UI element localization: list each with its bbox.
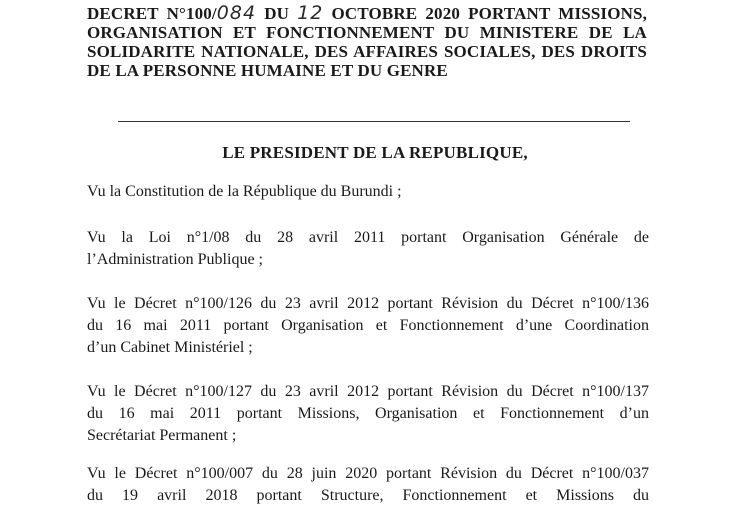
visa-line: du 19 avril 2018 portant Structure, Fonctionnement et Missions du bbox=[87, 487, 649, 504]
decree-number-prefix: DECRET N°100/ bbox=[87, 4, 217, 23]
visa-line: Vu la Loi n°1/08 du 28 avril 2011 portant Organisation Générale de bbox=[87, 229, 649, 246]
decree-title bbox=[87, 4, 647, 80]
visa-line: Secrétariat Permanent ; bbox=[87, 427, 237, 444]
decree-title-line-1-rest: OCTOBRE 2020 PORTANT MISSIONS, bbox=[331, 4, 648, 23]
visa-constitution bbox=[87, 181, 649, 203]
visa-line: Vu la Constitution de la République du Burundi ; bbox=[87, 183, 402, 200]
visa-line: Vu le Décret n°100/126 du 23 avril 2012 portant Révision du Décret n°100/136 bbox=[87, 295, 649, 312]
decree-date-du: DU bbox=[264, 4, 290, 23]
decree-title-line-4: DE LA PERSONNE HUMAINE ET DU GENRE bbox=[87, 61, 448, 80]
visa-line: du 16 mai 2011 portant Missions, Organisation et Fonctionnement d’un bbox=[87, 405, 649, 422]
visa-line: Vu le Décret n°100/007 du 28 juin 2020 portant Révision du Décret n°100/037 bbox=[87, 465, 649, 482]
visa-line: Vu le Décret n°100/127 du 23 avril 2012 portant Révision du Décret n°100/137 bbox=[87, 383, 649, 400]
visa-line: d’un Cabinet Ministériel ; bbox=[87, 339, 253, 356]
visa-loi-administration bbox=[87, 227, 649, 271]
title-divider bbox=[118, 121, 630, 122]
visa-decret-100-127 bbox=[87, 381, 649, 447]
visa-decret-100-126 bbox=[87, 293, 649, 359]
visa-line: l’Administration Publique ; bbox=[87, 251, 263, 268]
president-heading: LE PRESIDENT DE LA REPUBLIQUE, bbox=[222, 143, 528, 162]
visa-decret-100-007 bbox=[87, 463, 649, 507]
decree-title-line-1 bbox=[87, 4, 647, 23]
visa-line: du 16 mai 2011 portant Organisation et Fonctionnement d’une Coordination bbox=[87, 317, 649, 334]
decree-title-line-3: SOLIDARITE NATIONALE, DES AFFAIRES SOCIALES, DES DROITS bbox=[87, 42, 647, 61]
decree-number-handwritten: 084 bbox=[216, 2, 257, 24]
decree-day-handwritten: 12 bbox=[297, 2, 324, 24]
decree-title-line-2: ORGANISATION ET FONCTIONNEMENT DU MINISTERE DE LA bbox=[87, 23, 647, 42]
